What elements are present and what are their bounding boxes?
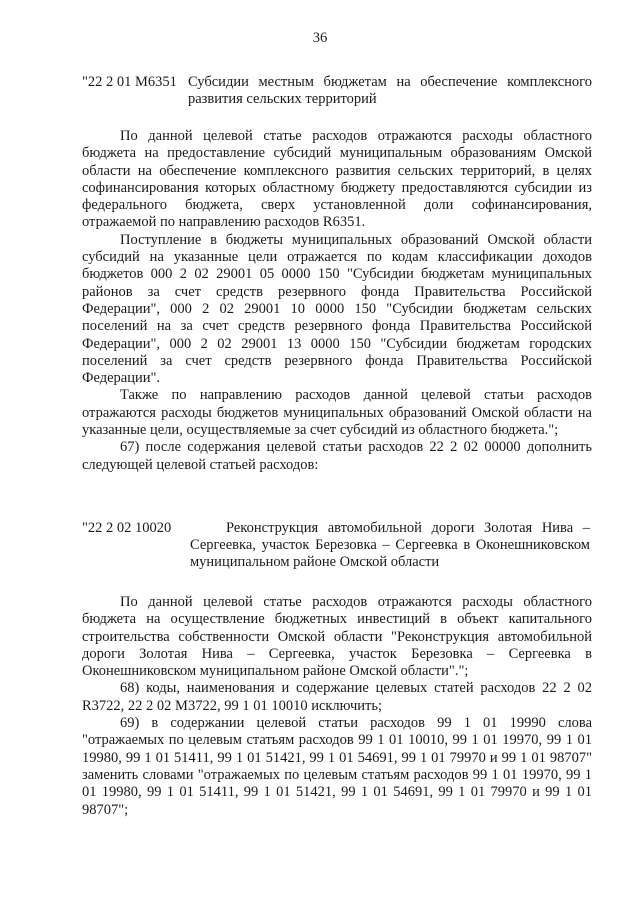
budget-code-2: "22 2 02 10020 [82, 520, 172, 536]
article-title-1: Субсидии местным бюджетам на обеспечение комплексного развития сельских территорий [188, 74, 592, 107]
paragraph: По данной целевой статье расходов отражаются расходы областного бюджета на предоставление субсидий муниципальным образованиям Омской области на обеспечение комплексного развития сельских территорий, в целях софинансирования которых областному бюджету предоставляются субсидии из федерального бюджета, сверх установленной доли софинансирования, отражаемой по направлению расходов R6351. [82, 128, 592, 231]
section-body-2 [82, 594, 592, 819]
paragraph: 68) коды, наименования и содержание целевых статей расходов 22 2 02 R3722, 22 2 02 M3722, 99 1 01 10010 исключить; [82, 680, 592, 714]
budget-code-1: "22 2 01 M6351 [82, 74, 177, 90]
paragraph: 67) после содержания целевой статьи расходов 22 2 02 00000 дополнить следующей целевой статьей расходов: [82, 439, 592, 473]
paragraph: 69) в содержании целевой статьи расходов 99 1 01 19990 слова "отражаемых по целевым статьям расходов 99 1 01 10010, 99 1 01 19970, 99 1 01 19980, 99 1 01 51411, 99 1 01 51421, 99 1 01 54691, 99 1 01 79970 и 99 1 01 98707" заменить словами "отражаемых по целевым статьям расходов 99 1 01 19970, 99 1 01 19980, 99 1 01 51411, 99 1 01 51421, 99 1 01 54691, 99 1 01 79970 и 99 1 01 98707"; [82, 715, 592, 818]
article-title-2: Реконструкция автомобильной дороги Золотая Нива – Сергеевка, участок Березовка – Сергеевка в Оконешниковском муниципальном районе Омской области [190, 520, 590, 570]
paragraph: Поступление в бюджеты муниципальных образований Омской области субсидий на указанные цели отражается по кодам классификации доходов бюджетов 000 2 02 29001 05 0000 150 "Субсидии бюджетам муниципальных районов за счет средств резервного фонда Правительства Российской Федерации", 000 2 02 29001 10 0000 150 "Субсидии бюджетам сельских поселений на за счет средств резервного фонда Правительства Российской Федерации", 000 2 02 29001 13 0000 150 "Субсидии бюджетам городских поселений за счет средств резервного фонда Правительства Российской Федерации". [82, 231, 592, 387]
paragraph: Также по направлению расходов данной целевой статьи расходов отражаются расходы бюджетов муниципальных образований Омской области на указанные цели, осуществляемые за счет субсидий из областного бюджета."; [82, 387, 592, 439]
section-body-1 [82, 128, 592, 474]
page-number: 36 [312, 30, 328, 46]
paragraph: По данной целевой статье расходов отражаются расходы областного бюджета на осуществление бюджетных инвестиций в объект капитального строительства собственности Омской области "Реконструкция автомобильной дороги Золотая Нива – Сергеевка, участок Березовка – Сергеевка в Оконешниковском муниципальном районе Омской области"."; [82, 594, 592, 680]
